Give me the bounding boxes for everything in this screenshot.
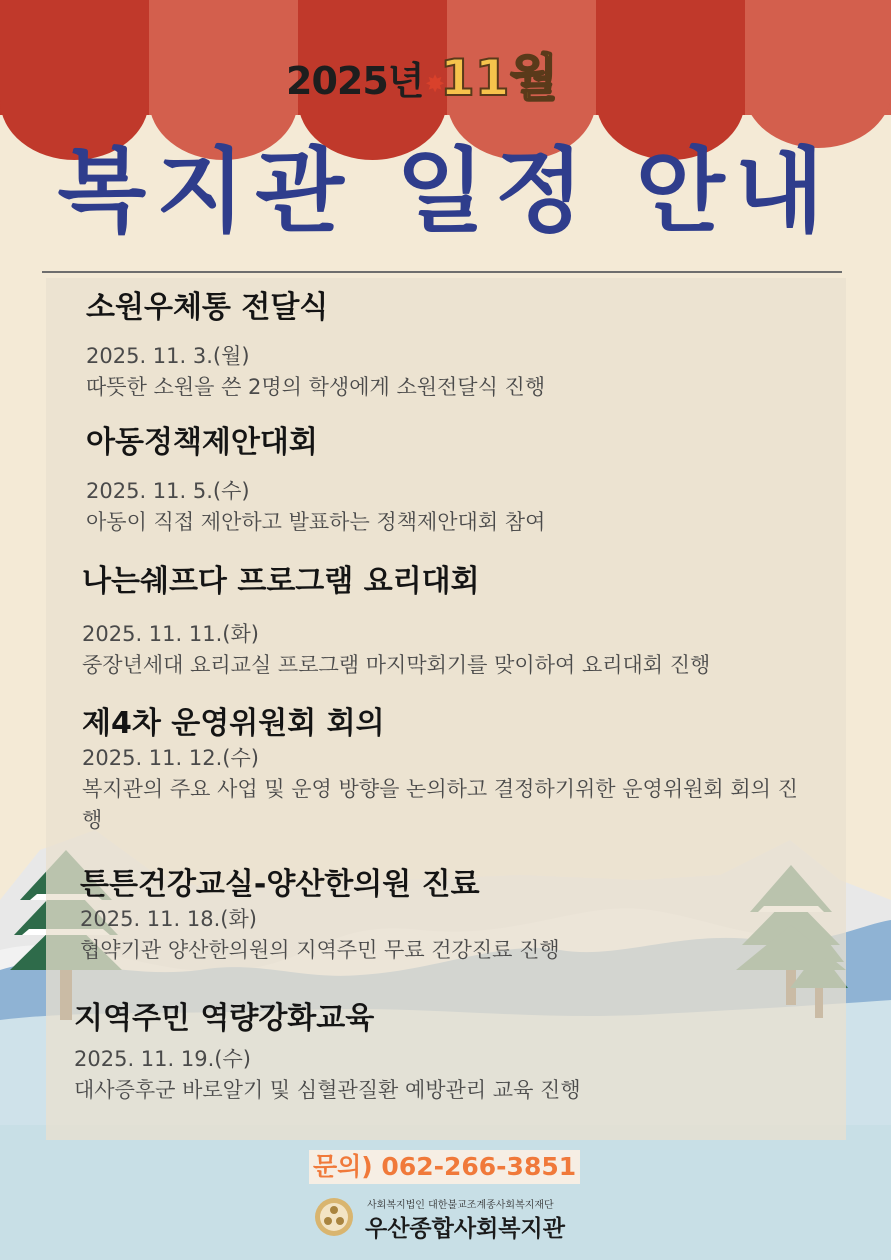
organization-emblem-icon [313, 1196, 355, 1238]
organization-foundation: 사회복지법인 대한불교조계종사회복지재단 [367, 1200, 554, 1211]
event-title: 튼튼건강교실-양산한의원 진료 [80, 867, 480, 902]
header-month: 11월 [440, 49, 558, 107]
event-date: 2025. 11. 12.(수) [82, 746, 259, 770]
organization-logo-block [313, 1192, 573, 1242]
event-title: 제4차 운영위원회 회의 [82, 706, 385, 741]
event-description: 협약기관 양산한의원의 지역주민 무료 건강진료 진행 [80, 938, 560, 962]
organization-name: 우산종합사회복지관 [365, 1216, 565, 1242]
event-date: 2025. 11. 5.(수) [86, 479, 250, 503]
event-item [80, 866, 560, 966]
event-title: 아동정책제안대회 [86, 425, 318, 460]
event-date: 2025. 11. 18.(화) [80, 907, 257, 931]
event-item [74, 1000, 581, 1106]
event-description: 아동이 직접 제안하고 발표하는 정책제안대회 참여 [86, 510, 546, 534]
event-item [86, 424, 545, 538]
contact-phone: 문의) 062-266-3851 [309, 1150, 580, 1184]
event-date: 2025. 11. 3.(월) [86, 344, 250, 368]
event-date: 2025. 11. 11.(화) [82, 622, 259, 646]
header-year: 2025년 [286, 59, 424, 103]
event-title: 나는쉐프다 프로그램 요리대회 [82, 564, 480, 599]
event-description: 복지관의 주요 사업 및 운영 방향을 논의하고 결정하기위한 운영위원회 회의 진행 [82, 777, 798, 832]
divider [42, 271, 842, 273]
event-item [82, 705, 802, 836]
event-item [82, 563, 710, 681]
event-description: 중장년세대 요리교실 프로그램 마지막회기를 맞이하여 요리대회 진행 [82, 653, 711, 677]
page-title: 복지관 일정 안내 [57, 138, 834, 245]
event-title: 소원우체통 전달식 [86, 290, 329, 325]
maple-leaf-icon: ✸ [425, 70, 446, 98]
event-title: 지역주민 역량강화교육 [74, 1001, 375, 1036]
event-description: 따뜻한 소원을 쓴 2명의 학생에게 소원전달식 진행 [86, 375, 546, 399]
event-description: 대사증후군 바로알기 및 심혈관질환 예방관리 교육 진행 [74, 1078, 581, 1102]
event-item [86, 289, 545, 403]
event-date: 2025. 11. 19.(수) [74, 1047, 251, 1071]
